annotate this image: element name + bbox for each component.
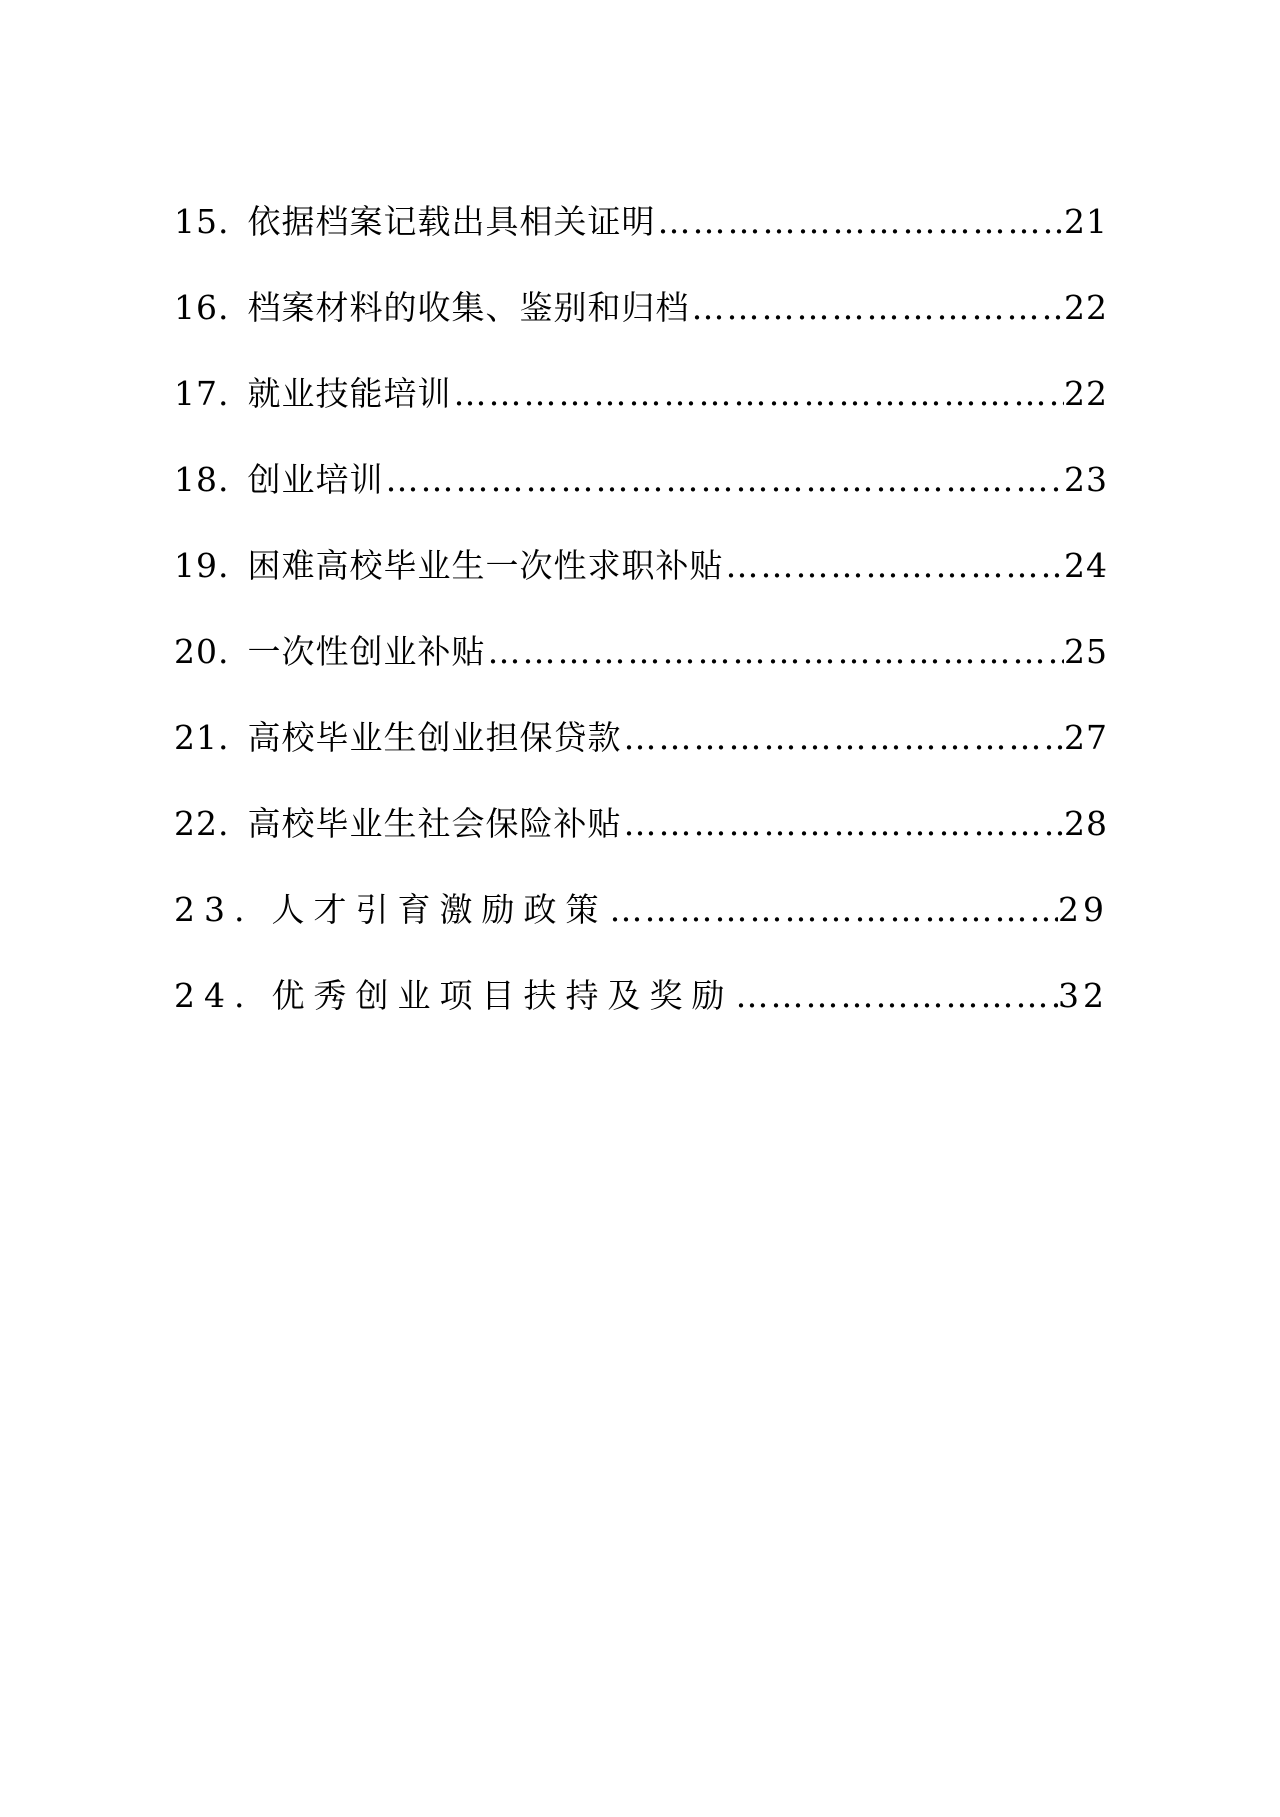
toc-dot-leader: [689, 286, 1064, 330]
toc-entry-title: 一次性创业补贴: [247, 632, 486, 671]
toc-entry-title: 优秀创业项目扶持及奖励: [271, 976, 734, 1015]
toc-entry-number: 15.: [174, 202, 230, 241]
toc-entry: [174, 200, 1108, 286]
toc-entry-page: 25: [1064, 632, 1108, 671]
toc-entry-page: 28: [1064, 804, 1108, 843]
toc-entry: [174, 630, 1108, 716]
toc-dot-leader: [621, 716, 1064, 760]
toc-entry-title: 档案材料的收集、鉴别和归档: [247, 288, 690, 327]
toc-entry-title: 高校毕业生创业担保贷款: [247, 718, 622, 757]
toc-entry: [174, 458, 1108, 544]
toc-entry-title: 人才引育激励政策: [271, 890, 608, 929]
toc-entry-page: 22: [1064, 288, 1108, 327]
toc-dot-leader: [723, 544, 1064, 588]
toc-entry: [174, 888, 1108, 974]
toc-entry-number: 16.: [174, 288, 230, 327]
toc-dot-leader: [655, 200, 1064, 244]
toc-dot-leader: [733, 974, 1058, 1018]
toc-dot-leader: [485, 630, 1064, 674]
toc-entry-title: 高校毕业生社会保险补贴: [247, 804, 622, 843]
toc-entry-title: 创业培训: [247, 460, 384, 499]
toc-entry-title: 就业技能培训: [247, 374, 452, 413]
toc-entry: [174, 372, 1108, 458]
toc-entry-number: 24.: [174, 976, 254, 1015]
toc-entry-page: 21: [1064, 202, 1108, 241]
toc-entry-number: 17.: [174, 374, 230, 413]
toc-entry: [174, 802, 1108, 888]
toc-entry-page: 32: [1058, 976, 1108, 1015]
toc-entry: [174, 716, 1108, 802]
toc-entry-page: 23: [1064, 460, 1108, 499]
toc-entry-page: 24: [1064, 546, 1108, 585]
toc-entry: [174, 286, 1108, 372]
toc-entry-title: 困难高校毕业生一次性求职补贴: [247, 546, 724, 585]
toc-entry-number: 23.: [174, 890, 254, 929]
toc-entry: [174, 974, 1108, 1060]
toc-entry-number: 21.: [174, 718, 230, 757]
toc-entry-number: 19.: [174, 546, 230, 585]
toc-dot-leader: [607, 888, 1058, 932]
toc-entry-title: 依据档案记载出具相关证明: [247, 202, 656, 241]
toc-entry-page: 29: [1058, 890, 1108, 929]
toc-entry-number: 18.: [174, 460, 230, 499]
toc-entry-number: 20.: [174, 632, 230, 671]
toc-dot-leader: [621, 802, 1064, 846]
toc-entry: [174, 544, 1108, 630]
table-of-contents: [174, 200, 1108, 1060]
toc-entry-page: 27: [1064, 718, 1108, 757]
toc-dot-leader: [451, 372, 1064, 416]
toc-entry-page: 22: [1064, 374, 1108, 413]
toc-dot-leader: [383, 458, 1064, 502]
toc-entry-number: 22.: [174, 804, 230, 843]
